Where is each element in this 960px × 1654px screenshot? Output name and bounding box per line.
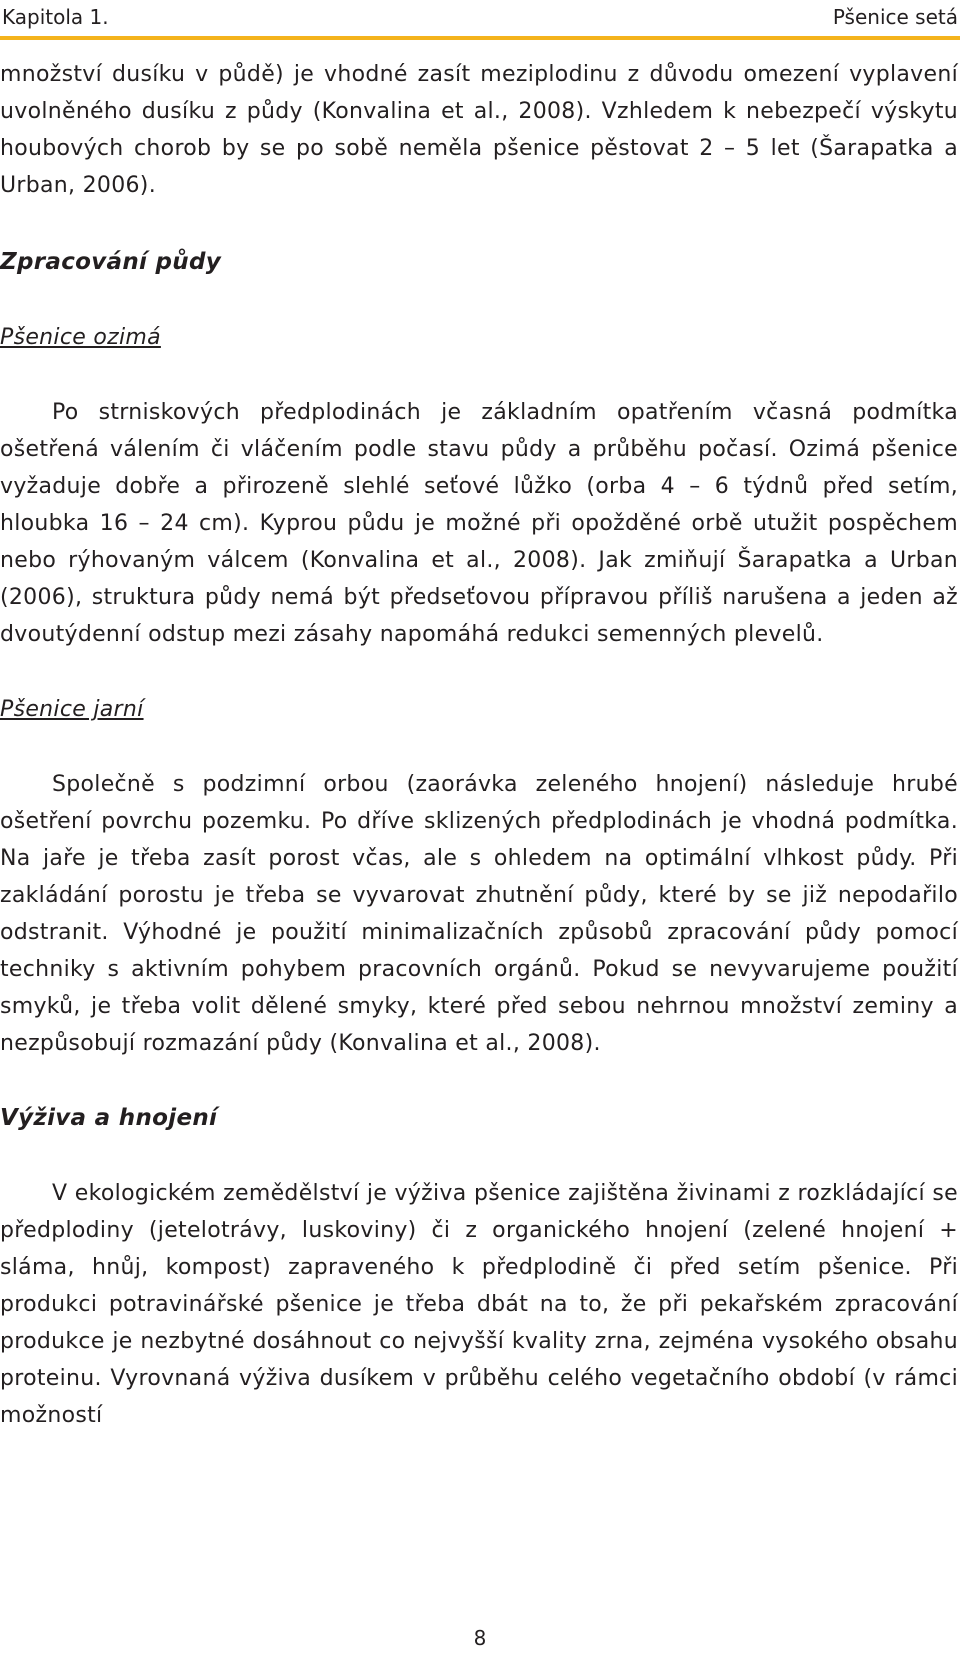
section-label: Pšenice setá [832,5,958,29]
spring-wheat-paragraph: Společně s podzimní orbou (zaorávka zeleného hnojení) následuje hrubé ošetření povrchu pozemku. Po dříve sklizených předplodinách je vhodná podmítka. Na jaře je třeba zasít porost včas, ale s ohledem na optimální vlhkost půdy. Při zakládání porostu je třeba se vyvarovat zhutnění půdy, které by se již nepodařilo odstranit. Výhodné je použití minimalizačních způsobů zpracování půdy pomocí techniky s aktivním pohybem pracovních orgánů. Pokud se nevyvarujeme použití smyků, je třeba volit dělené smyky, které před sebou nehrnou množství zeminy a nezpůsobují rozmazání půdy (Konvalina et al., 2008). [0,772,958,1056]
running-header [0,0,960,34]
spacer [0,653,958,691]
chapter-label: Kapitola 1. [2,5,109,29]
spacer [0,728,958,766]
spacer [0,1137,958,1175]
heading-tillage: Zpracování půdy [0,249,222,275]
heading-nutrition: Výživa a hnojení [0,1105,218,1131]
winter-wheat-paragraph: Po strniskových předplodinách je základním opatřením včasná podmítka ošetřená válením či vláčením podle stavu půdy a průběhu počasí. Ozimá pšenice vyžaduje dobře a přirozeně slehlé seťové lůžko (orba 4 – 6 týdnů před setím, hloubka 16 – 24 cm). Kyprou půdu je možné při opožděné orbě utužit pospěchem nebo rýhovaným válcem (Konvalina et al., 2008). Jak zmiňují Šarapatka a Urban (2006), struktura půdy nemá být předseťovou přípravou příliš narušena a jeden až dvoutýdenní odstup mezi zásahy napomáhá redukci semenných plevelů. [0,400,958,647]
subheading-spring-wheat: Pšenice jarní [0,697,144,722]
subheading-winter-wheat: Pšenice ozimá [0,325,161,350]
spacer [0,1062,958,1100]
spacer [0,204,958,244]
page-number: 8 [473,1626,487,1650]
header-rule [0,36,960,40]
nutrition-paragraph: V ekologickém zemědělství je výživa pšenice zajištěna živinami z rozkládající se předplodiny (jetelotrávy, luskoviny) či z organického hnojení (zelené hnojení + sláma, hnůj, kompost) zapraveného k předplodině či před setím pšenice. Při produkci potravinářské pšenice je třeba dbát na to, že při pekařském zpracování produkce je nezbytné dosáhnout co nejvyšší kvality zrna, zejména vysokého obsahu proteinu. Vyrovnaná výživa dusíkem v průběhu celého vegetačního období (v rámci možností [0,1181,958,1428]
intro-paragraph: množství dusíku v půdě) je vhodné zasít meziplodinu z důvodu omezení vyplavení uvolněného dusíku z půdy (Konvalina et al., 2008). Vzhledem k nebezpečí výskytu houbových chorob by se po sobě neměla pšenice pěstovat 2 – 5 let (Šarapatka a Urban, 2006). [0,62,958,198]
spacer [0,281,958,319]
spacer [0,356,958,394]
page-body [0,56,958,1434]
